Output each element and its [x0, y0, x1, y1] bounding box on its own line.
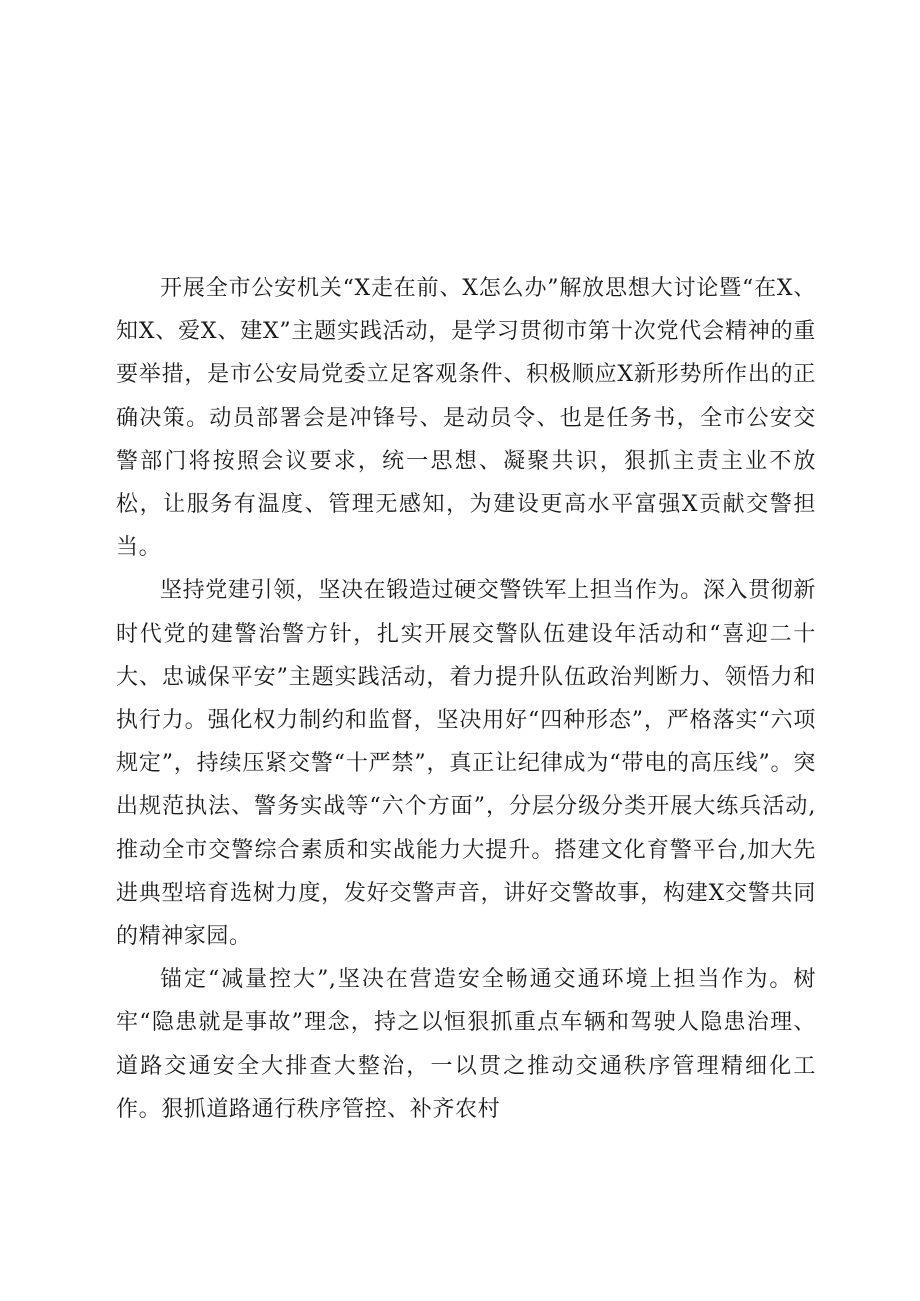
paragraph-2: 坚持党建引领，坚决在锻造过硬交警铁军上担当作为。深入贯彻新时代党的建警治警方针，扎实开展交警队伍建设年活动和“喜迎二十大、忠诚保平安”主题实践活动，着力提升队伍政治判断力、领悟力和执行力。强化权力制约和监督，坚决用好“四种形态”，严格落实“六项规定”，持续压紧交警“十严禁”，真正让纪律成为“带电的高压线”。突出规范执法、警务实战等“六个方面”，分层分级分类开展大练兵活动,推动全市交警综合素质和实战能力大提升。搭建文化育警平台,加大先进典型培育选树力度，发好交警声音，讲好交警故事，构建X交警共同的精神家园。: [116, 578, 816, 950]
paragraph-3: 锚定“减量控大”,坚决在营造安全畅通交通环境上担当作为。树牢“隐患就是事故”理念，持之以恒狠抓重点车辆和驾驶人隐患治理、道路交通安全大排查大整治，一以贯之推动交通秩序管理精细化工作。狠抓道路通行秩序管控、补齐农村: [116, 967, 816, 1122]
document-body: [116, 267, 816, 1131]
paragraph-1: 开展全市公安机关“X走在前、X怎么办”解放思想大讨论暨“在X、知X、爱X、建X”主题实践活动，是学习贯彻市第十次党代会精神的重要举措，是市公安局党委立足客观条件、积极顺应X新形势所作出的正确决策。动员部署会是冲锋号、是动员令、也是任务书，全市公安交警部门将按照会议要求，统一思想、凝聚共识，狠抓主责主业不放松，让服务有温度、管理无感知，为建设更高水平富强X贡献交警担当。: [116, 276, 816, 561]
